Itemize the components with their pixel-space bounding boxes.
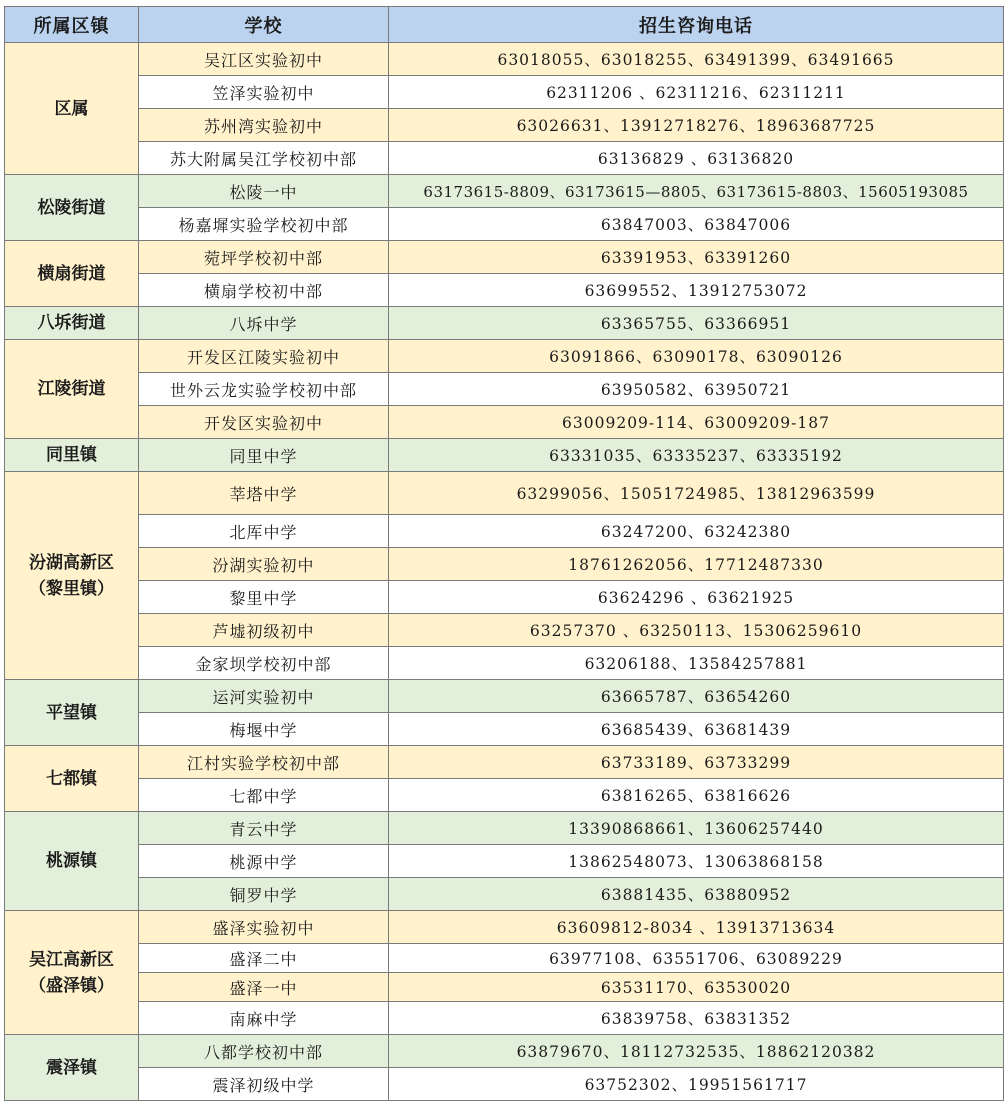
- phone-numbers: 63331035、63335237、63335192: [389, 439, 1004, 472]
- region-cell: 七都镇: [5, 746, 139, 812]
- phone-numbers: 63839758、63831352: [389, 1002, 1004, 1035]
- phone-numbers: 63136829 、63136820: [389, 142, 1004, 175]
- region-cell: 平望镇: [5, 680, 139, 746]
- header-region: 所属区镇: [5, 7, 139, 43]
- phone-numbers: 63665787、63654260: [389, 680, 1004, 713]
- phone-numbers: 62311206 、62311216、62311211: [389, 76, 1004, 109]
- table-row: [5, 1002, 1004, 1035]
- table-row: [5, 373, 1004, 406]
- phone-numbers: 63247200、63242380: [389, 515, 1004, 548]
- phone-numbers: 63685439、63681439: [389, 713, 1004, 746]
- school-name: 盛泽一中: [139, 973, 389, 1002]
- table-row: [5, 274, 1004, 307]
- phone-numbers: 63018055、63018255、63491399、63491665: [389, 43, 1004, 76]
- phone-numbers: 63609812-8034 、13913713634: [389, 911, 1004, 944]
- table-row: [5, 340, 1004, 373]
- school-name: 桃源中学: [139, 845, 389, 878]
- school-name: 八都学校初中部: [139, 1035, 389, 1068]
- school-name: 莘塔中学: [139, 472, 389, 515]
- phone-numbers: 63879670、18112732535、18862120382: [389, 1035, 1004, 1068]
- region-cell: 桃源镇: [5, 812, 139, 911]
- school-name: 汾湖实验初中: [139, 548, 389, 581]
- phone-numbers: 63881435、63880952: [389, 878, 1004, 911]
- table-row: [5, 142, 1004, 175]
- phone-numbers: 63091866、63090178、63090126: [389, 340, 1004, 373]
- table-row: [5, 713, 1004, 746]
- table-row: [5, 614, 1004, 647]
- table-row: [5, 548, 1004, 581]
- table-row: [5, 109, 1004, 142]
- region-line-1: 汾湖高新区: [29, 552, 114, 573]
- table-row: [5, 515, 1004, 548]
- region-line-2: （盛泽镇）: [29, 975, 114, 996]
- table-row: [5, 43, 1004, 76]
- table-row: [5, 647, 1004, 680]
- table-row: [5, 1035, 1004, 1068]
- region-cell: 江陵街道: [5, 340, 139, 439]
- table-row: [5, 973, 1004, 1002]
- table-row: [5, 812, 1004, 845]
- school-name: 吴江区实验初中: [139, 43, 389, 76]
- phone-numbers: 63531170、63530020: [389, 973, 1004, 1002]
- school-name: 开发区江陵实验初中: [139, 340, 389, 373]
- table-row: [5, 76, 1004, 109]
- school-name: 南麻中学: [139, 1002, 389, 1035]
- enrollment-contact-table: [4, 6, 1004, 1101]
- region-cell: 同里镇: [5, 439, 139, 472]
- school-name: 苏州湾实验初中: [139, 109, 389, 142]
- header-school: 学校: [139, 7, 389, 43]
- phone-numbers: 13390868661、13606257440: [389, 812, 1004, 845]
- school-name: 青云中学: [139, 812, 389, 845]
- phone-numbers: 63733189、63733299: [389, 746, 1004, 779]
- table-row: [5, 175, 1004, 208]
- region-cell: 松陵街道: [5, 175, 139, 241]
- school-name: 芦墟初级初中: [139, 614, 389, 647]
- phone-numbers: 63624296 、63621925: [389, 581, 1004, 614]
- phone-numbers: 63752302、19951561717: [389, 1068, 1004, 1101]
- region-cell: 横扇街道: [5, 241, 139, 307]
- table-row: [5, 911, 1004, 944]
- school-name: 黎里中学: [139, 581, 389, 614]
- phone-numbers: 13862548073、13063868158: [389, 845, 1004, 878]
- school-name: 盛泽二中: [139, 944, 389, 973]
- school-name: 铜罗中学: [139, 878, 389, 911]
- region-cell: [5, 472, 139, 680]
- phone-numbers: 63977108、63551706、63089229: [389, 944, 1004, 973]
- school-name: 横扇学校初中部: [139, 274, 389, 307]
- school-name: 盛泽实验初中: [139, 911, 389, 944]
- table-row: [5, 680, 1004, 713]
- school-name: 松陵一中: [139, 175, 389, 208]
- region-cell: 八坼街道: [5, 307, 139, 340]
- school-name: 笠泽实验初中: [139, 76, 389, 109]
- school-name: 苏大附属吴江学校初中部: [139, 142, 389, 175]
- region-line-2: （黎里镇）: [29, 578, 114, 599]
- table-row: [5, 746, 1004, 779]
- region-cell: 震泽镇: [5, 1035, 139, 1101]
- school-name: 江村实验学校初中部: [139, 746, 389, 779]
- school-name: 菀坪学校初中部: [139, 241, 389, 274]
- table-row: [5, 241, 1004, 274]
- table-row: [5, 878, 1004, 911]
- school-name: 震泽初级中学: [139, 1068, 389, 1101]
- school-name: 金家坝学校初中部: [139, 647, 389, 680]
- table-row: [5, 406, 1004, 439]
- phone-numbers: 63699552、13912753072: [389, 274, 1004, 307]
- phone-numbers: 63206188、13584257881: [389, 647, 1004, 680]
- school-name: 杨嘉墀实验学校初中部: [139, 208, 389, 241]
- table-row: [5, 581, 1004, 614]
- phone-numbers: 63950582、63950721: [389, 373, 1004, 406]
- school-name: 八坼中学: [139, 307, 389, 340]
- school-name: 北厍中学: [139, 515, 389, 548]
- table-row: [5, 1068, 1004, 1101]
- table-row: [5, 439, 1004, 472]
- table-row: [5, 779, 1004, 812]
- region-cell: [5, 911, 139, 1035]
- phone-numbers: 63257370 、63250113、15306259610: [389, 614, 1004, 647]
- phone-numbers: 63847003、63847006: [389, 208, 1004, 241]
- school-name: 运河实验初中: [139, 680, 389, 713]
- school-name: 同里中学: [139, 439, 389, 472]
- phone-numbers: 63391953、63391260: [389, 241, 1004, 274]
- phone-numbers: 63009209-114、63009209-187: [389, 406, 1004, 439]
- region-line-1: 吴江高新区: [29, 949, 114, 970]
- table-row: [5, 307, 1004, 340]
- region-cell: 区属: [5, 43, 139, 175]
- table-row: [5, 944, 1004, 973]
- table-row: [5, 208, 1004, 241]
- phone-numbers: 63299056、15051724985、13812963599: [389, 472, 1004, 515]
- school-name: 梅堰中学: [139, 713, 389, 746]
- school-name: 七都中学: [139, 779, 389, 812]
- phone-numbers: 63026631、13912718276、18963687725: [389, 109, 1004, 142]
- school-name: 开发区实验初中: [139, 406, 389, 439]
- phone-numbers: 18761262056、17712487330: [389, 548, 1004, 581]
- phone-numbers: 63173615-8809、63173615—8805、63173615-8803、15605193085: [389, 175, 1004, 208]
- header-row: [5, 7, 1004, 43]
- table-row: [5, 845, 1004, 878]
- phone-numbers: 63365755、63366951: [389, 307, 1004, 340]
- header-phone: 招生咨询电话: [389, 7, 1004, 43]
- phone-numbers: 63816265、63816626: [389, 779, 1004, 812]
- school-name: 世外云龙实验学校初中部: [139, 373, 389, 406]
- table-row: [5, 472, 1004, 515]
